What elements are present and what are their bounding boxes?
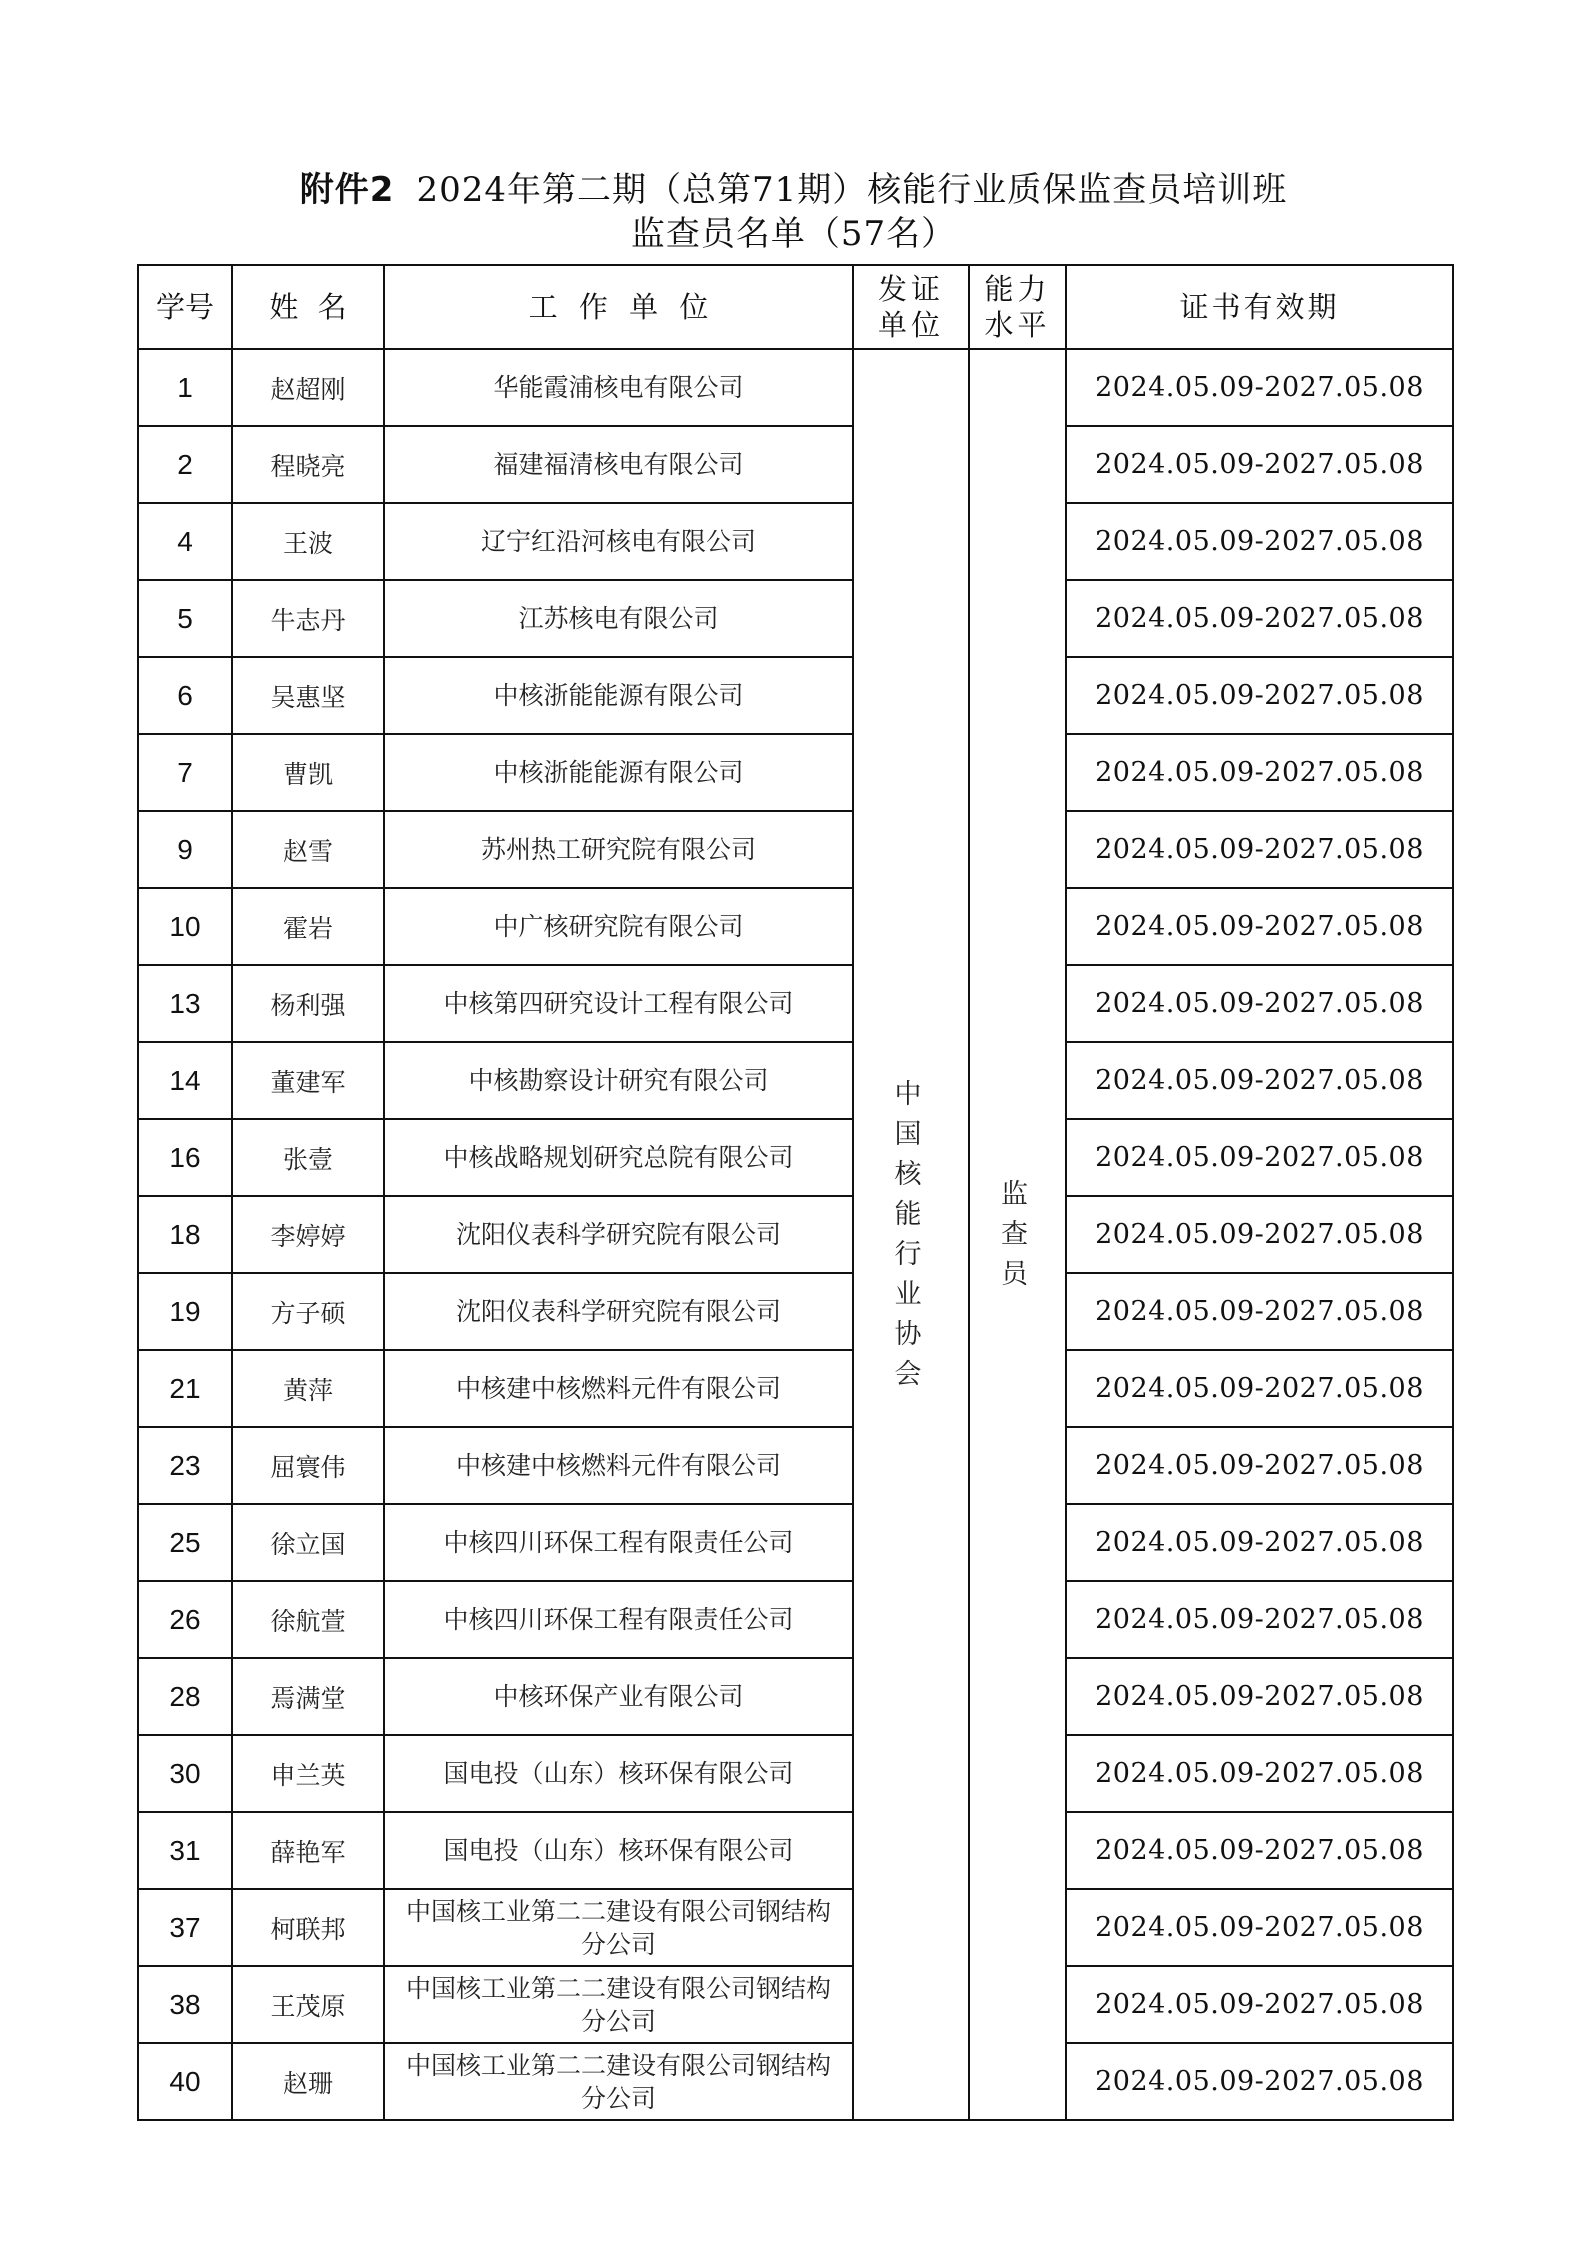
student-no-cell: 6 [138, 657, 232, 734]
work-unit-cell: 中广核研究院有限公司 [384, 888, 853, 965]
validity-cell: 2024.05.09-2027.05.08 [1066, 1812, 1453, 1889]
validity-cell: 2024.05.09-2027.05.08 [1066, 1581, 1453, 1658]
student-no-cell: 18 [138, 1196, 232, 1273]
work-unit-cell: 苏州热工研究院有限公司 [384, 811, 853, 888]
name-cell: 霍岩 [232, 888, 384, 965]
work-unit-cell: 辽宁红沿河核电有限公司 [384, 503, 853, 580]
table-row [138, 1504, 1453, 1581]
name-cell: 徐航萱 [232, 1581, 384, 1658]
student-no-cell: 40 [138, 2043, 232, 2120]
work-unit-cell: 中核勘察设计研究有限公司 [384, 1042, 853, 1119]
work-unit-cell: 国电投（山东）核环保有限公司 [384, 1735, 853, 1812]
work-unit-cell: 江苏核电有限公司 [384, 580, 853, 657]
student-no-cell: 37 [138, 1889, 232, 1966]
table-row [138, 426, 1453, 503]
table-row [138, 349, 1453, 426]
header-student-no: 学号 [138, 265, 232, 349]
header-level: 能力水平 [969, 265, 1066, 349]
header-name: 姓 名 [232, 265, 384, 349]
validity-cell: 2024.05.09-2027.05.08 [1066, 580, 1453, 657]
table-row [138, 1427, 1453, 1504]
name-cell: 程晓亮 [232, 426, 384, 503]
work-unit-cell: 中核环保产业有限公司 [384, 1658, 853, 1735]
student-no-cell: 7 [138, 734, 232, 811]
name-cell: 黄萍 [232, 1350, 384, 1427]
work-unit-cell: 沈阳仪表科学研究院有限公司 [384, 1273, 853, 1350]
name-cell: 张壹 [232, 1119, 384, 1196]
work-unit-cell: 中核建中核燃料元件有限公司 [384, 1350, 853, 1427]
table-row [138, 1735, 1453, 1812]
student-no-cell: 38 [138, 1966, 232, 2043]
table-row [138, 811, 1453, 888]
name-cell: 徐立国 [232, 1504, 384, 1581]
table-row [138, 1350, 1453, 1427]
name-cell: 杨利强 [232, 965, 384, 1042]
name-cell: 薛艳军 [232, 1812, 384, 1889]
table-row [138, 1119, 1453, 1196]
work-unit-cell: 中国核工业第二二建设有限公司钢结构分公司 [384, 1966, 853, 2043]
title-text: 2024年第二期（总第71期）核能行业质保监查员培训班 [416, 170, 1288, 210]
name-cell: 方子硕 [232, 1273, 384, 1350]
name-cell: 王茂原 [232, 1966, 384, 2043]
student-no-cell: 21 [138, 1350, 232, 1427]
student-no-cell: 23 [138, 1427, 232, 1504]
name-cell: 屈寰伟 [232, 1427, 384, 1504]
work-unit-cell: 沈阳仪表科学研究院有限公司 [384, 1196, 853, 1273]
table-row [138, 1581, 1453, 1658]
table-row [138, 1196, 1453, 1273]
student-no-cell: 26 [138, 1581, 232, 1658]
table-row [138, 657, 1453, 734]
validity-cell: 2024.05.09-2027.05.08 [1066, 888, 1453, 965]
validity-cell: 2024.05.09-2027.05.08 [1066, 811, 1453, 888]
student-no-cell: 13 [138, 965, 232, 1042]
validity-cell: 2024.05.09-2027.05.08 [1066, 734, 1453, 811]
table-row [138, 1273, 1453, 1350]
table-row [138, 1966, 1453, 2043]
header-issuer: 发证单位 [853, 265, 969, 349]
table-row [138, 1889, 1453, 1966]
name-cell: 申兰英 [232, 1735, 384, 1812]
student-no-cell: 5 [138, 580, 232, 657]
work-unit-cell: 中核浙能能源有限公司 [384, 734, 853, 811]
table-row [138, 503, 1453, 580]
validity-cell: 2024.05.09-2027.05.08 [1066, 349, 1453, 426]
student-no-cell: 4 [138, 503, 232, 580]
validity-cell: 2024.05.09-2027.05.08 [1066, 503, 1453, 580]
student-no-cell: 10 [138, 888, 232, 965]
work-unit-cell: 中核四川环保工程有限责任公司 [384, 1581, 853, 1658]
validity-cell: 2024.05.09-2027.05.08 [1066, 1273, 1453, 1350]
name-cell: 董建军 [232, 1042, 384, 1119]
header-validity: 证书有效期 [1066, 265, 1453, 349]
header-work-unit: 工 作 单 位 [384, 265, 853, 349]
work-unit-cell: 中核战略规划研究总院有限公司 [384, 1119, 853, 1196]
work-unit-cell: 国电投（山东）核环保有限公司 [384, 1812, 853, 1889]
name-cell: 曹凯 [232, 734, 384, 811]
validity-cell: 2024.05.09-2027.05.08 [1066, 965, 1453, 1042]
name-cell: 柯联邦 [232, 1889, 384, 1966]
work-unit-cell: 中核四川环保工程有限责任公司 [384, 1504, 853, 1581]
student-no-cell: 31 [138, 1812, 232, 1889]
name-cell: 焉满堂 [232, 1658, 384, 1735]
validity-cell: 2024.05.09-2027.05.08 [1066, 1889, 1453, 1966]
validity-cell: 2024.05.09-2027.05.08 [1066, 1042, 1453, 1119]
validity-cell: 2024.05.09-2027.05.08 [1066, 1735, 1453, 1812]
work-unit-cell: 中核建中核燃料元件有限公司 [384, 1427, 853, 1504]
table-row [138, 1812, 1453, 1889]
student-no-cell: 14 [138, 1042, 232, 1119]
validity-cell: 2024.05.09-2027.05.08 [1066, 1119, 1453, 1196]
name-cell: 李婷婷 [232, 1196, 384, 1273]
student-no-cell: 9 [138, 811, 232, 888]
name-cell: 赵雪 [232, 811, 384, 888]
student-no-cell: 1 [138, 349, 232, 426]
validity-cell: 2024.05.09-2027.05.08 [1066, 426, 1453, 503]
work-unit-cell: 福建福清核电有限公司 [384, 426, 853, 503]
student-no-cell: 2 [138, 426, 232, 503]
work-unit-cell: 中核浙能能源有限公司 [384, 657, 853, 734]
work-unit-cell: 华能霞浦核电有限公司 [384, 349, 853, 426]
student-no-cell: 16 [138, 1119, 232, 1196]
table-row [138, 580, 1453, 657]
name-cell: 吴惠坚 [232, 657, 384, 734]
table-row [138, 734, 1453, 811]
level-merged-cell: 监查员 [969, 349, 1066, 2120]
name-cell: 赵超刚 [232, 349, 384, 426]
name-cell: 王波 [232, 503, 384, 580]
student-no-cell: 19 [138, 1273, 232, 1350]
work-unit-cell: 中国核工业第二二建设有限公司钢结构分公司 [384, 2043, 853, 2120]
name-cell: 赵珊 [232, 2043, 384, 2120]
validity-cell: 2024.05.09-2027.05.08 [1066, 1966, 1453, 2043]
validity-cell: 2024.05.09-2027.05.08 [1066, 1658, 1453, 1735]
table-row [138, 1658, 1453, 1735]
validity-cell: 2024.05.09-2027.05.08 [1066, 657, 1453, 734]
table-row [138, 2043, 1453, 2120]
table-row [138, 1042, 1453, 1119]
header-row [138, 265, 1453, 349]
validity-cell: 2024.05.09-2027.05.08 [1066, 1427, 1453, 1504]
document-title-line2: 监查员名单（57名） [630, 214, 957, 254]
attachment-label: 附件2 [299, 170, 395, 210]
validity-cell: 2024.05.09-2027.05.08 [1066, 1350, 1453, 1427]
table-row [138, 965, 1453, 1042]
issuer-merged-cell: 中国核能行业协会 [853, 349, 969, 2120]
validity-cell: 2024.05.09-2027.05.08 [1066, 1196, 1453, 1273]
table-row [138, 888, 1453, 965]
validity-cell: 2024.05.09-2027.05.08 [1066, 1504, 1453, 1581]
validity-cell: 2024.05.09-2027.05.08 [1066, 2043, 1453, 2120]
work-unit-cell: 中核第四研究设计工程有限公司 [384, 965, 853, 1042]
student-no-cell: 30 [138, 1735, 232, 1812]
student-no-cell: 25 [138, 1504, 232, 1581]
work-unit-cell: 中国核工业第二二建设有限公司钢结构分公司 [384, 1889, 853, 1966]
student-no-cell: 28 [138, 1658, 232, 1735]
roster-table [137, 264, 1454, 2121]
name-cell: 牛志丹 [232, 580, 384, 657]
document-title-line1 [0, 168, 1587, 212]
